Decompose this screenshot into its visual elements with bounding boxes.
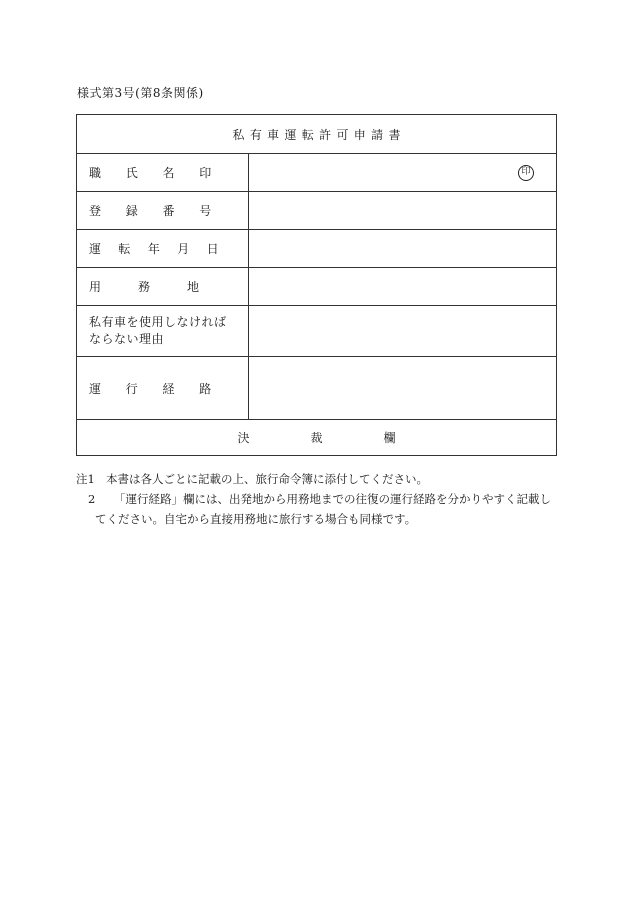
note-1: [76, 469, 561, 489]
label-route: 運 行 経 路: [77, 357, 249, 419]
table-title-row: [77, 115, 556, 153]
approval-row[interactable]: [77, 419, 556, 455]
note-1-number: 注1: [76, 472, 95, 486]
table-title: 私 有 車 運 転 許 可 申 請 書: [232, 127, 401, 142]
label-drive-date: 運 転 年 月 日: [77, 230, 249, 267]
label-name-seal: 職 氏 名 印: [77, 154, 249, 191]
value-name-seal[interactable]: [249, 154, 556, 191]
table-row-registration: [77, 191, 556, 229]
value-reason[interactable]: [249, 306, 556, 356]
approval-label: 決 裁 欄: [237, 431, 396, 445]
value-drive-date[interactable]: [249, 230, 556, 267]
label-reason: 私有車を使用しなければならない理由: [77, 306, 249, 356]
table-row-destination: [77, 267, 556, 305]
table-row-name: [77, 153, 556, 191]
value-destination[interactable]: [249, 268, 556, 305]
application-table: [76, 114, 557, 456]
table-row-route: [77, 356, 556, 419]
notes: [76, 469, 561, 529]
value-route[interactable]: [249, 357, 556, 419]
value-registration-number[interactable]: [249, 192, 556, 229]
seal-icon: 印: [518, 165, 534, 181]
note-2: [76, 489, 561, 509]
note-2-number: 2: [88, 492, 96, 506]
note-1-text: 本書は各人ごとに記載の上、旅行命令簿に添付してください。: [106, 472, 428, 486]
form-number: 様式第3号(第8条関係): [77, 86, 204, 100]
label-destination: 用 務 地: [77, 268, 249, 305]
label-registration-number: 登 録 番 号: [77, 192, 249, 229]
table-row-drive-date: [77, 229, 556, 267]
note-2-text: 「運行経路」欄には、出発地から用務地までの往復の運行経路を分かりやすく記載し: [114, 492, 551, 506]
table-row-reason: [77, 305, 556, 356]
note-2-continuation: てください。自宅から直接用務地に旅行する場合も同様です。: [95, 512, 417, 526]
